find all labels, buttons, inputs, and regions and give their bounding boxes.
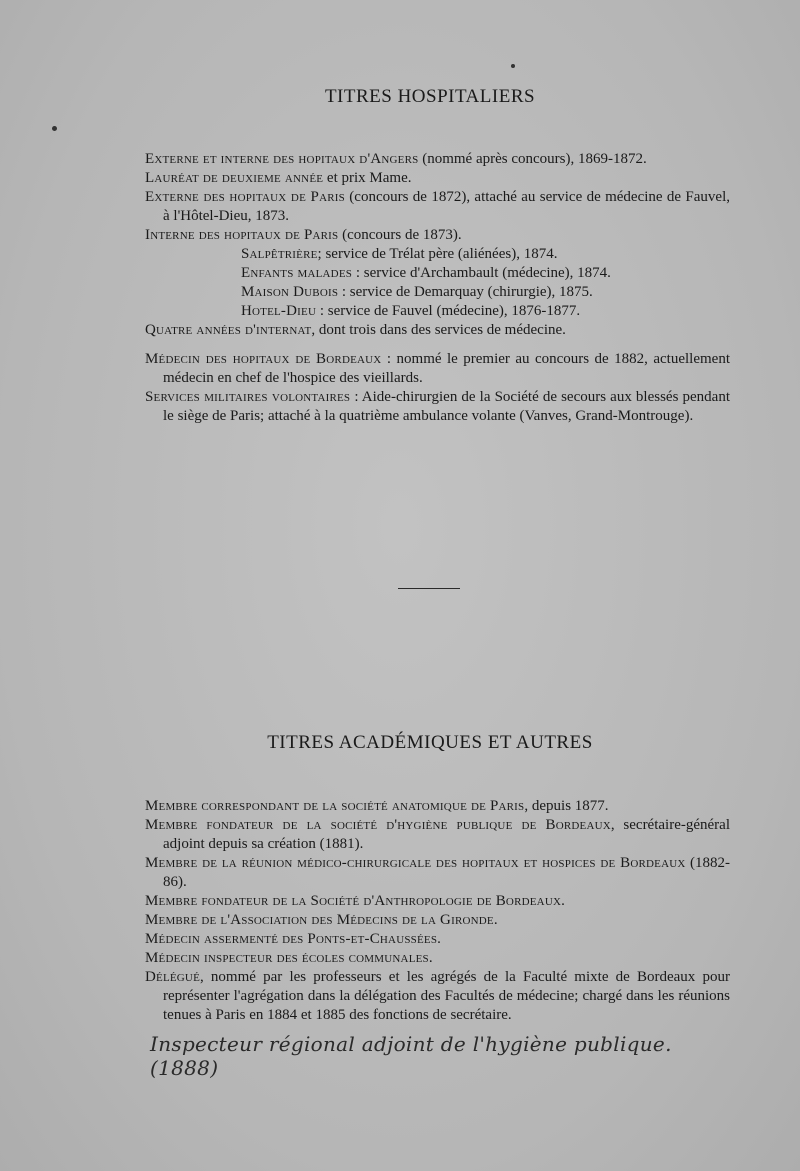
entry: Externe des hopitaux de Paris (concours de 1872), attaché au service de médecine de Fauvel, à l'Hôtel-Dieu, 1873. xyxy=(145,189,731,224)
entry: Membre fondateur de la Société d'Anthropologie de Bordeaux. xyxy=(145,893,565,909)
entry-sub: Enfants malades : service d'Archambault (médecine), 1874. xyxy=(241,265,611,281)
section-divider xyxy=(398,588,460,589)
entry: Médecin des hopitaux de Bordeaux : nommé le premier au concours de 1882, actuellement médecin en chef de l'hospice des vieillards. xyxy=(145,351,730,386)
entry: Médecin inspecteur des écoles communales. xyxy=(145,950,433,966)
section-title-hospital: TITRES HOSPITALIERS xyxy=(324,86,536,107)
entry: Lauréat de deuxieme année et prix Mame. xyxy=(145,170,412,186)
entry: Services militaires volontaires : Aide-chirurgien de la Société de secours aux blessés pendant le siège de Paris; attaché à la quatrième ambulance volante (Vanves, Grand-Montrouge). xyxy=(145,389,731,424)
entry-sub: Salpêtrière; service de Trélat père (aliénées), 1874. xyxy=(241,246,558,262)
hospital-entries xyxy=(145,150,730,426)
ink-speck xyxy=(511,64,515,68)
entry: Délégué, nommé par les professeurs et les agrégés de la Faculté mixte de Bordeaux pour représenter l'agrégation dans la délégation des Facultés de médecine; chargé dans les réunions tenues à Paris en 1884 et 1885 des fonctions de secrétaire. xyxy=(145,969,730,1023)
section-title-academic: TITRES ACADÉMIQUES ET AUTRES xyxy=(267,732,593,753)
entry: Interne des hopitaux de Paris (concours de 1873). xyxy=(145,227,462,243)
entry-sub: Hotel-Dieu : service de Fauvel (médecine), 1876-1877. xyxy=(241,303,581,319)
entry-sub: Maison Dubois : service de Demarquay (chirurgie), 1875. xyxy=(241,284,593,300)
entry: Membre fondateur de la société d'hygiène publique de Bordeaux, secrétaire-général adjoint depuis sa création (1881). xyxy=(145,817,730,852)
entry: Quatre années d'internat, dont trois dans des services de médecine. xyxy=(145,322,566,338)
entry: Membre de la réunion médico-chirurgicale des hopitaux et hospices de Bordeaux (1882-86). xyxy=(145,855,730,890)
ink-speck xyxy=(52,126,57,131)
entry: Médecin assermenté des Ponts-et-Chaussées. xyxy=(145,931,441,947)
academic-entries xyxy=(145,797,730,1025)
entry: Membre de l'Association des Médecins de la Gironde. xyxy=(145,912,498,928)
handwritten-note: Inspecteur régional adjoint de l'hygiène publique. (1888) xyxy=(150,1032,672,1080)
entry: Externe et interne des hopitaux d'Angers (nommé après concours), 1869-1872. xyxy=(145,151,647,167)
entry: Membre correspondant de la société anatomique de Paris, depuis 1877. xyxy=(145,798,609,814)
